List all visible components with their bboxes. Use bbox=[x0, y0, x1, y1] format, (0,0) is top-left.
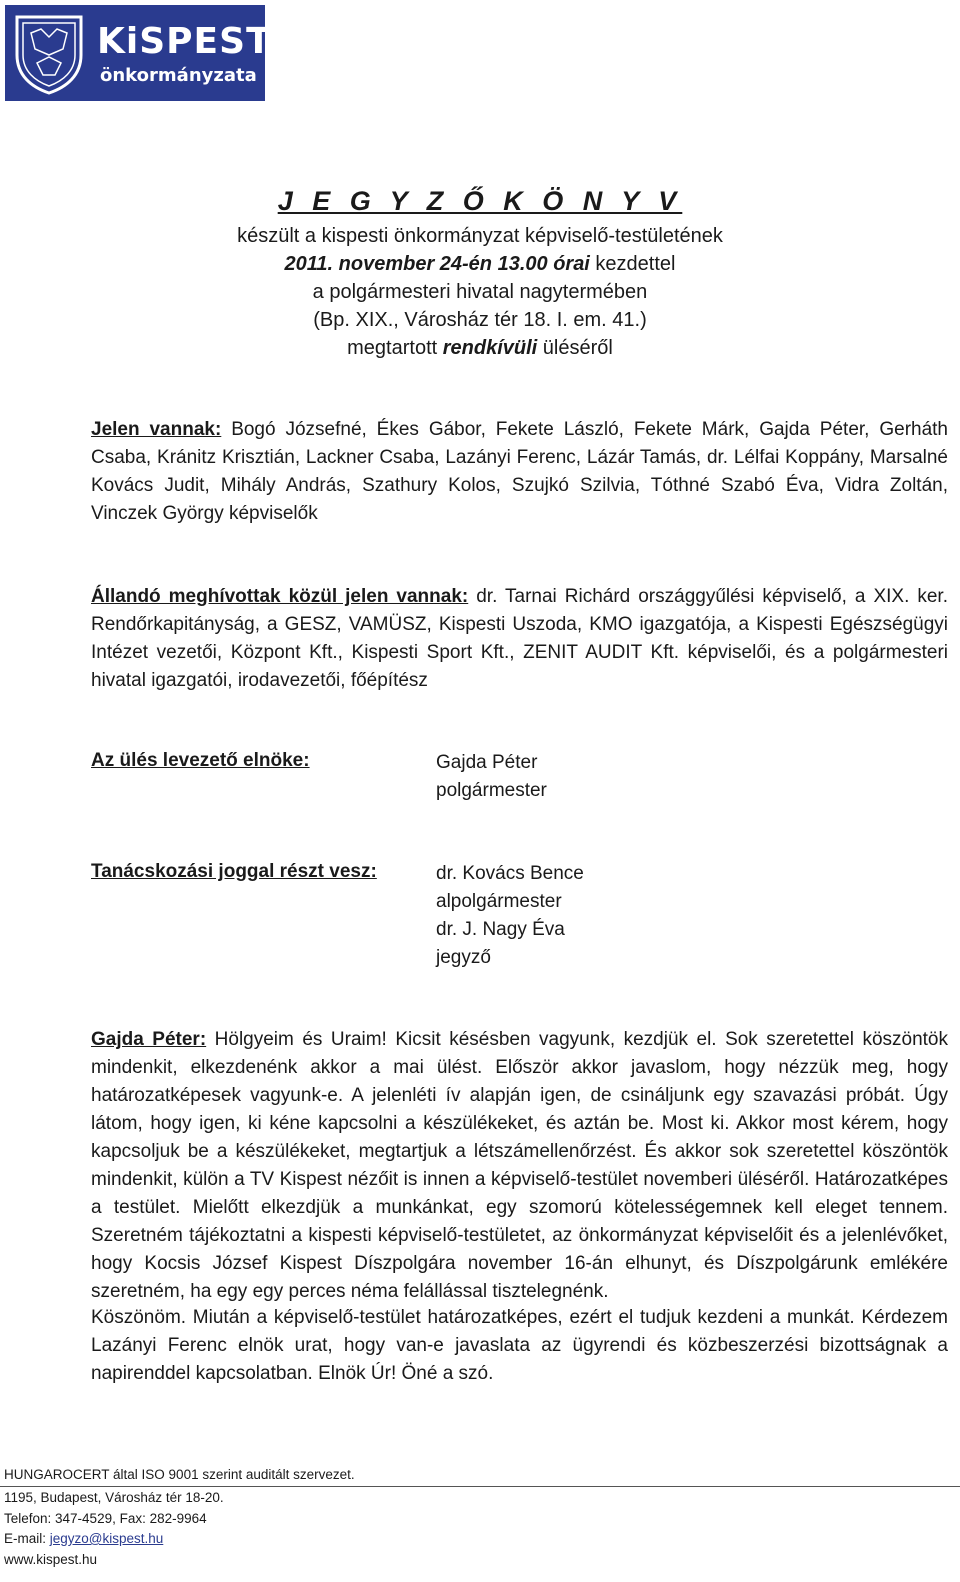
logo-name: KiSPEST bbox=[97, 21, 272, 62]
cert-c: ISO 9001 bbox=[141, 1467, 199, 1482]
meeting-type: rendkívüli bbox=[442, 337, 538, 359]
present-label: Jelen vannak: bbox=[91, 419, 222, 440]
chair-label: Az ülés levezető elnöke: bbox=[91, 750, 310, 771]
footer-phone: Telefon: 347-4529, Fax: 282-9964 bbox=[4, 1510, 207, 1526]
header-line-3: a polgármesteri hivatal nagytermében bbox=[312, 281, 648, 303]
advisory-line: jegyző bbox=[436, 947, 491, 968]
chair-name: Gajda Péter bbox=[436, 752, 538, 773]
cert-d: szerint auditált szervezet. bbox=[198, 1467, 355, 1482]
header-line-4: (Bp. XIX., Városház tér 18. I. em. 41.) bbox=[313, 309, 647, 331]
advisory-line: alpolgármester bbox=[436, 891, 562, 912]
invited-label: Állandó meghívottak közül jelen vannak: bbox=[91, 586, 469, 607]
header-line-1: készült a kispesti önkormányzat képviselő-testületének bbox=[237, 225, 723, 247]
header-line-5-post: üléséről bbox=[537, 337, 613, 359]
footer-contact bbox=[4, 1488, 224, 1570]
advisory-value bbox=[436, 860, 584, 972]
coat-of-arms-icon bbox=[11, 11, 87, 95]
kispest-logo bbox=[5, 5, 272, 101]
invited-paragraph bbox=[91, 583, 948, 695]
advisory-line: dr. Kovács Bence bbox=[436, 863, 584, 884]
advisory-line: dr. J. Nagy Éva bbox=[436, 919, 565, 940]
header-line-2-rest: kezdettel bbox=[589, 253, 676, 275]
chair-role: polgármester bbox=[436, 780, 547, 801]
header-line-5-pre: megtartott bbox=[347, 337, 443, 359]
meeting-date: 2011. november 24-én 13.00 órai bbox=[284, 253, 590, 275]
cert-b: által bbox=[109, 1467, 142, 1482]
document-title: J E G Y Z Ő K Ö N Y V bbox=[277, 186, 683, 216]
logo-subtitle: önkormányzata bbox=[100, 65, 257, 86]
footer-divider bbox=[0, 1486, 960, 1487]
email-label: E-mail: bbox=[4, 1531, 50, 1546]
certification-line bbox=[4, 1465, 355, 1486]
speaker-label: Gajda Péter: bbox=[91, 1029, 207, 1050]
chair-value bbox=[436, 749, 547, 805]
cert-a: HUNGAROCERT bbox=[4, 1467, 110, 1482]
present-paragraph bbox=[91, 416, 948, 528]
footer-web[interactable]: www.kispest.hu bbox=[4, 1551, 98, 1567]
header-block bbox=[0, 222, 960, 362]
speech-paragraph bbox=[91, 1026, 948, 1306]
speech-paragraph-2: Köszönöm. Miután a képviselő-testület határozatképes, ezért el tudjuk kezdeni a munkát. Kérdezem Lazányi Ferenc elnök urat, hogy van-e javaslata az ügyrendi és közbeszerzési bizottságnak a napirenddel kapcsolatban. Elnök Úr! Öné a szó. bbox=[91, 1307, 948, 1384]
advisory-label: Tanácskozási joggal részt vesz: bbox=[91, 861, 377, 882]
footer-email-line bbox=[4, 1529, 224, 1550]
header-line-5 bbox=[0, 334, 960, 362]
email-link[interactable]: jegyzo@kispest.hu bbox=[49, 1531, 164, 1546]
footer-address: 1195, Budapest, Városház tér 18-20. bbox=[4, 1490, 224, 1505]
present-text: Bogó Józsefné, Ékes Gábor, Fekete László, Fekete Márk, Gajda Péter, Gerháth Csaba, Kránitz Krisztián, Lackner Csaba, Lazányi Ferenc, Lázár Tamás, dr. Lélfai Koppány, Marsalné Kovács Judit, Mihály András, Szathury Kolos, Szujkó Szilvia, Tóthné Szabó Éva, Vidra Zoltán, Vinczek György képviselők bbox=[91, 419, 948, 524]
header-line-2 bbox=[0, 250, 960, 278]
invited-text: dr. Tarnai Richárd országgyűlési képviselő, a XIX. ker. Rendőrkapitányság, a GESZ, VAMÜSZ, Kispesti Uszoda, KMO igazgatója, a Kispesti Egészségügyi Intézet vezetői, Központ Kft., Kispesti Sport Kft., ZENIT AUDIT Kft. képviselői, és a polgármesteri hivatal igazgatói, irodavezetői, főépítész bbox=[91, 586, 948, 691]
speech-text: Hölgyeim és Uraim! Kicsit késésben vagyunk, kezdjük el. Sok szeretettel köszöntök mindenkit, elkezdenénk akkor a mai ülést. Először akkor javaslom, hogy nézzük meg, hogy határozatképesek vagyunk-e. A jelenléti ív alapján igen, de csináljunk egy szavazási próbát. Úgy látom, hogy igen, ki kéne kapcsolni a készülékeket, és aztán be. Most ki. Akkor most kérem, hogy kapcsoljuk be a készülékeket, megtartjuk a létszámellenőrzést. És akkor sok szeretettel köszöntök mindenkit, külön a TV Kispest nézőit is innen a képviselő-testület novemberi üléséről. Határozatképes a testület. Mielőtt elkezdjük a munkánkat, egy szomorú kötelességemnek kell eleget tennem. Szeretném tájékoztatni a kispesti képviselő-testületet, az önkormányzat képviselőit és a jelenlévőket, hogy Kocsis József Kispest Díszpolgára november 16-án elhunyt, és Díszpolgárunk emlékére szeretném, ha egy egy perces néma felállással tisztelegnénk. bbox=[91, 1029, 948, 1302]
